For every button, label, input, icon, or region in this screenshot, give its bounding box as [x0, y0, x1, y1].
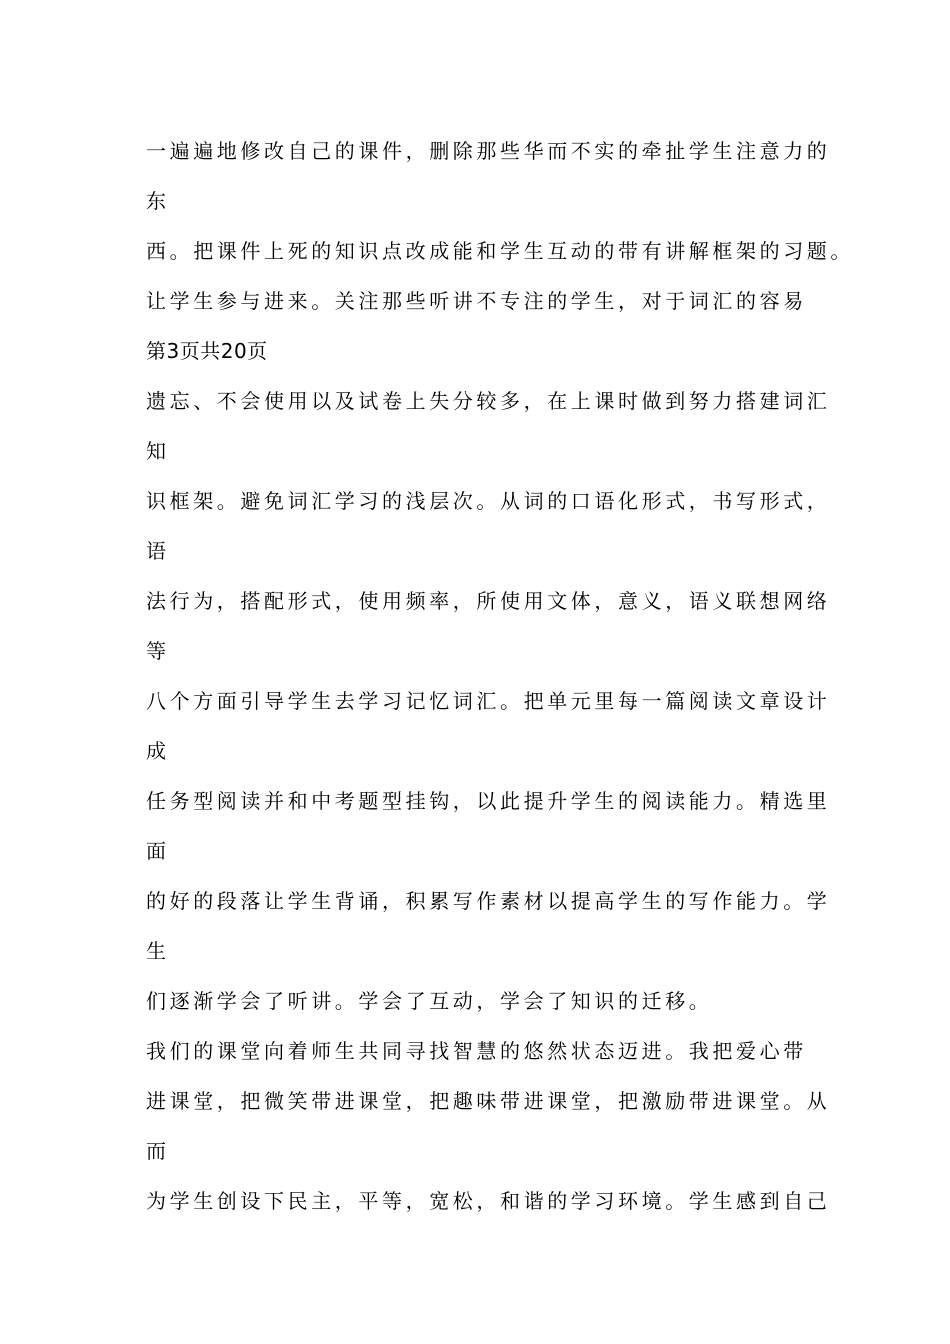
- text-line: 东: [146, 189, 170, 213]
- text-line: 我们的课堂向着师生共同寻找智慧的悠然状态迈进。我把爱心带: [146, 1039, 807, 1063]
- text-line: 法行为，搭配形式，使用频率，所使用文体，意义，语义联想网络: [146, 589, 831, 613]
- text-line: 为学生创设下民主，平等，宽松，和谐的学习环境。学生感到自己: [146, 1189, 831, 1213]
- text-line: 等: [146, 639, 170, 663]
- page-number-footer: 第3页共20页: [146, 339, 268, 363]
- text-line: 任务型阅读并和中考题型挂钩，以此提升学生的阅读能力。精选里: [146, 789, 831, 813]
- text-line: 生: [146, 939, 170, 963]
- text-line: 西。把课件上死的知识点改成能和学生互动的带有讲解框架的习题。: [146, 239, 854, 263]
- text-line: 们逐渐学会了听讲。学会了互动，学会了知识的迁移。: [146, 989, 713, 1013]
- text-line: 识框架。避免词汇学习的浅层次。从词的口语化形式，书写形式，: [146, 489, 831, 513]
- text-line: 八个方面引导学生去学习记忆词汇。把单元里每一篇阅读文章设计: [146, 689, 831, 713]
- text-line: 一遍遍地修改自己的课件，删除那些华而不实的牵扯学生注意力的: [146, 139, 831, 163]
- text-line: 知: [146, 439, 170, 463]
- text-line: 遗忘、不会使用以及试卷上失分较多，在上课时做到努力搭建词汇: [146, 389, 831, 413]
- text-line: 进课堂，把微笑带进课堂，把趣味带进课堂，把激励带进课堂。从: [146, 1089, 831, 1113]
- text-line: 成: [146, 739, 170, 763]
- text-line: 的好的段落让学生背诵，积累写作素材以提高学生的写作能力。学: [146, 889, 831, 913]
- text-line: 而: [146, 1139, 170, 1163]
- text-line: 语: [146, 539, 170, 563]
- text-line: 让学生参与进来。关注那些听讲不专注的学生，对于词汇的容易: [146, 289, 807, 313]
- text-line: 面: [146, 839, 170, 863]
